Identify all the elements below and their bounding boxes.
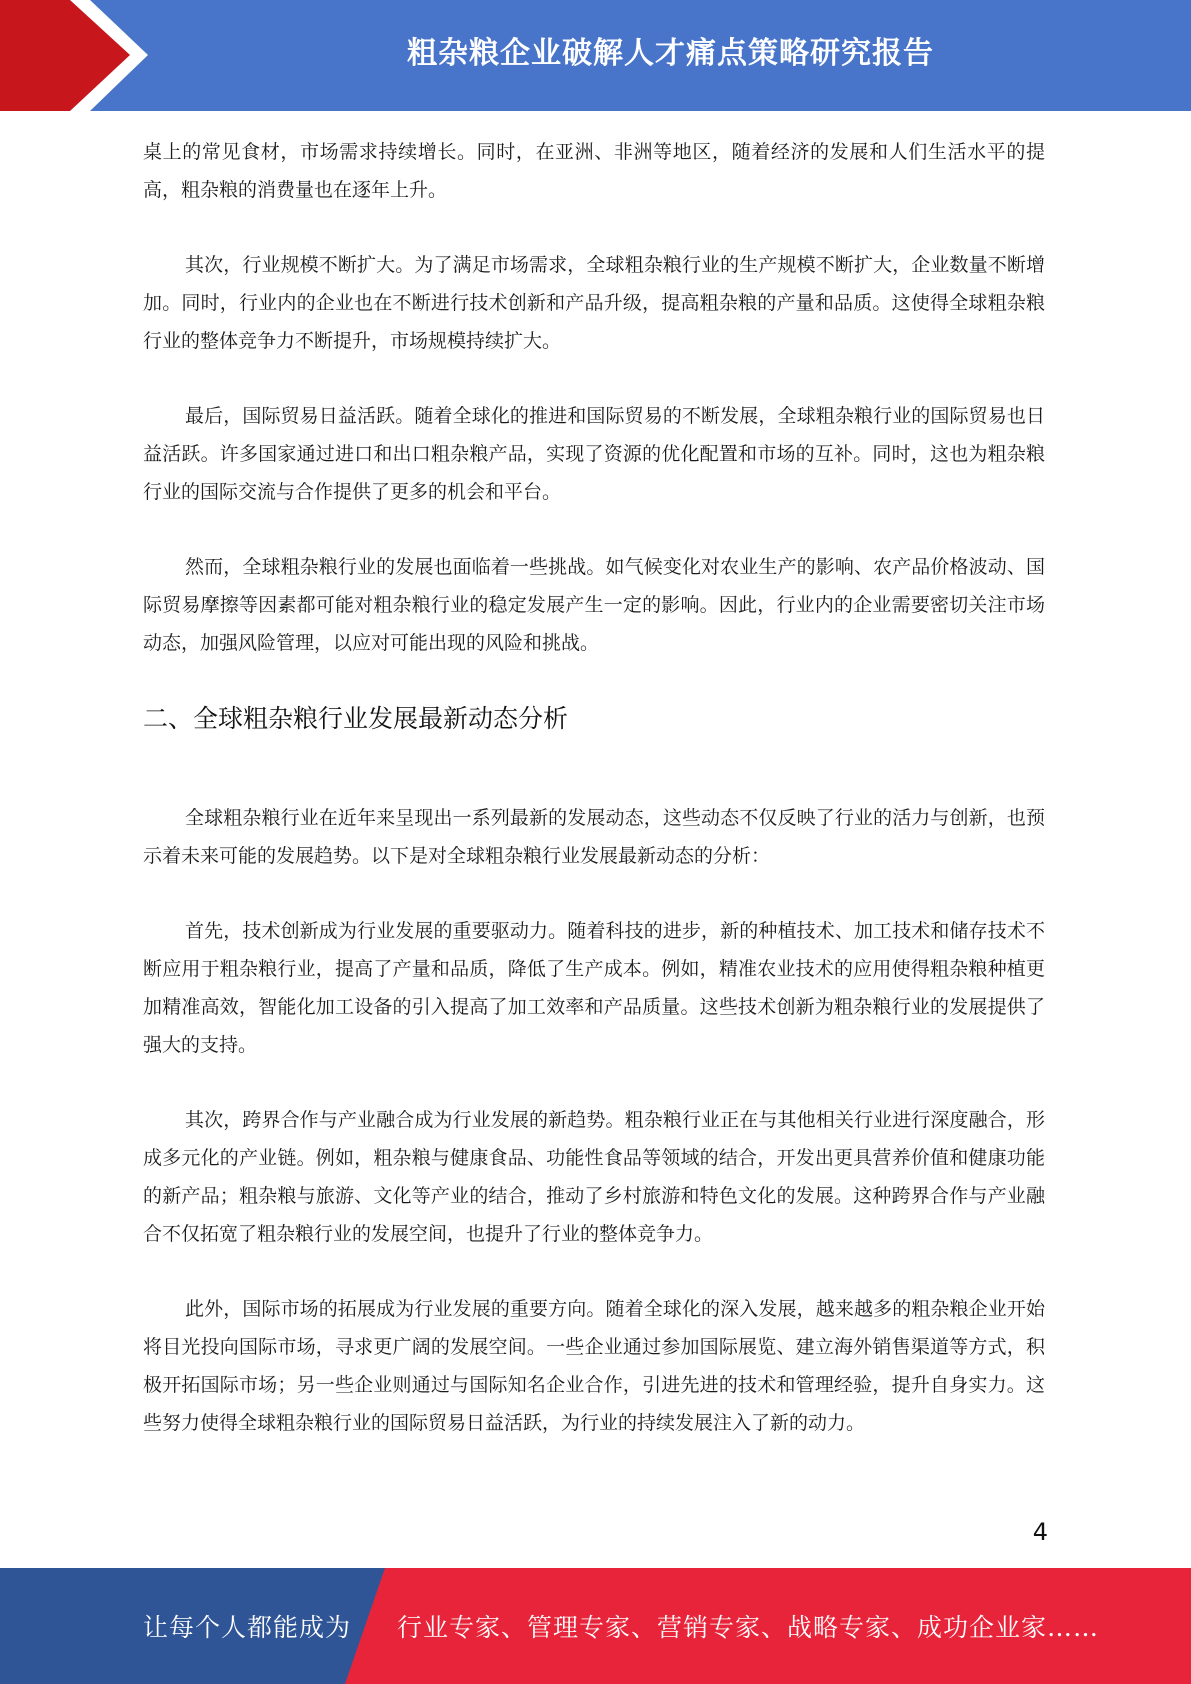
body-paragraph: 最后，国际贸易日益活跃。随着全球化的推进和国际贸易的不断发展，全球粗杂粮行业的国际贸易也日益活跃。许多国家通过进口和出口粗杂粮产品，实现了资源的优化配置和市场的互补。同时，这也为粗杂粮行业的国际交流与合作提供了更多的机会和平台。 <box>143 405 1045 503</box>
section-heading: 二、全球粗杂粮行业发展最新动态分析 <box>143 704 569 733</box>
body-paragraph: 桌上的常见食材，市场需求持续增长。同时，在亚洲、非洲等地区，随着经济的发展和人们生活水平的提高，粗杂粮的消费量也在逐年上升。 <box>143 141 1045 201</box>
footer-slogan-right: 行业专家、管理专家、营销专家、战略专家、成功企业家…… <box>397 1613 1100 1642</box>
body-paragraph: 首先，技术创新成为行业发展的重要驱动力。随着科技的进步，新的种植技术、加工技术和储存技术不断应用于粗杂粮行业，提高了产量和品质，降低了生产成本。例如，精准农业技术的应用使得粗杂粮种植更加精准高效，智能化加工设备的引入提高了加工效率和产品质量。这些技术创新为粗杂粮行业的发展提供了强大的支持。 <box>143 920 1045 1056</box>
header-red-chevron <box>0 0 160 111</box>
footer-slogan-left: 让每个人都能成为 <box>143 1613 352 1642</box>
body-paragraph: 此外，国际市场的拓展成为行业发展的重要方向。随着全球化的深入发展，越来越多的粗杂粮企业开始将目光投向国际市场，寻求更广阔的发展空间。一些企业通过参加国际展览、建立海外销售渠道等方式，积极开拓国际市场；另一些企业则通过与国际知名企业合作，引进先进的技术和管理经验，提升自身实力。这些努力使得全球粗杂粮行业的国际贸易日益活跃，为行业的持续发展注入了新的动力。 <box>143 1298 1045 1434</box>
body-paragraph: 全球粗杂粮行业在近年来呈现出一系列最新的发展动态，这些动态不仅反映了行业的活力与创新，也预示着未来可能的发展趋势。以下是对全球粗杂粮行业发展最新动态的分析： <box>143 807 1045 867</box>
page-footer <box>0 1568 1191 1684</box>
page-number: 4 <box>1032 1518 1048 1546</box>
page-header <box>0 0 1191 111</box>
body-paragraph: 然而，全球粗杂粮行业的发展也面临着一些挑战。如气候变化对农业生产的影响、农产品价格波动、国际贸易摩擦等因素都可能对粗杂粮行业的稳定发展产生一定的影响。因此，行业内的企业需要密切关注市场动态，加强风险管理，以应对可能出现的风险和挑战。 <box>143 556 1045 654</box>
body-paragraph: 其次，行业规模不断扩大。为了满足市场需求，全球粗杂粮行业的生产规模不断扩大，企业数量不断增加。同时，行业内的企业也在不断进行技术创新和产品升级，提高粗杂粮的产量和品质。这使得全球粗杂粮行业的整体竞争力不断提升，市场规模持续扩大。 <box>143 254 1045 352</box>
document-body <box>143 133 1045 1479</box>
document-title: 粗杂粮企业破解人才痛点策略研究报告 <box>407 36 934 71</box>
body-paragraph: 其次，跨界合作与产业融合成为行业发展的新趋势。粗杂粮行业正在与其他相关行业进行深度融合，形成多元化的产业链。例如，粗杂粮与健康食品、功能性食品等领域的结合，开发出更具营养价值和健康功能的新产品；粗杂粮与旅游、文化等产业的结合，推动了乡村旅游和特色文化的发展。这种跨界合作与产业融合不仅拓宽了粗杂粮行业的发展空间，也提升了行业的整体竞争力。 <box>143 1109 1045 1245</box>
